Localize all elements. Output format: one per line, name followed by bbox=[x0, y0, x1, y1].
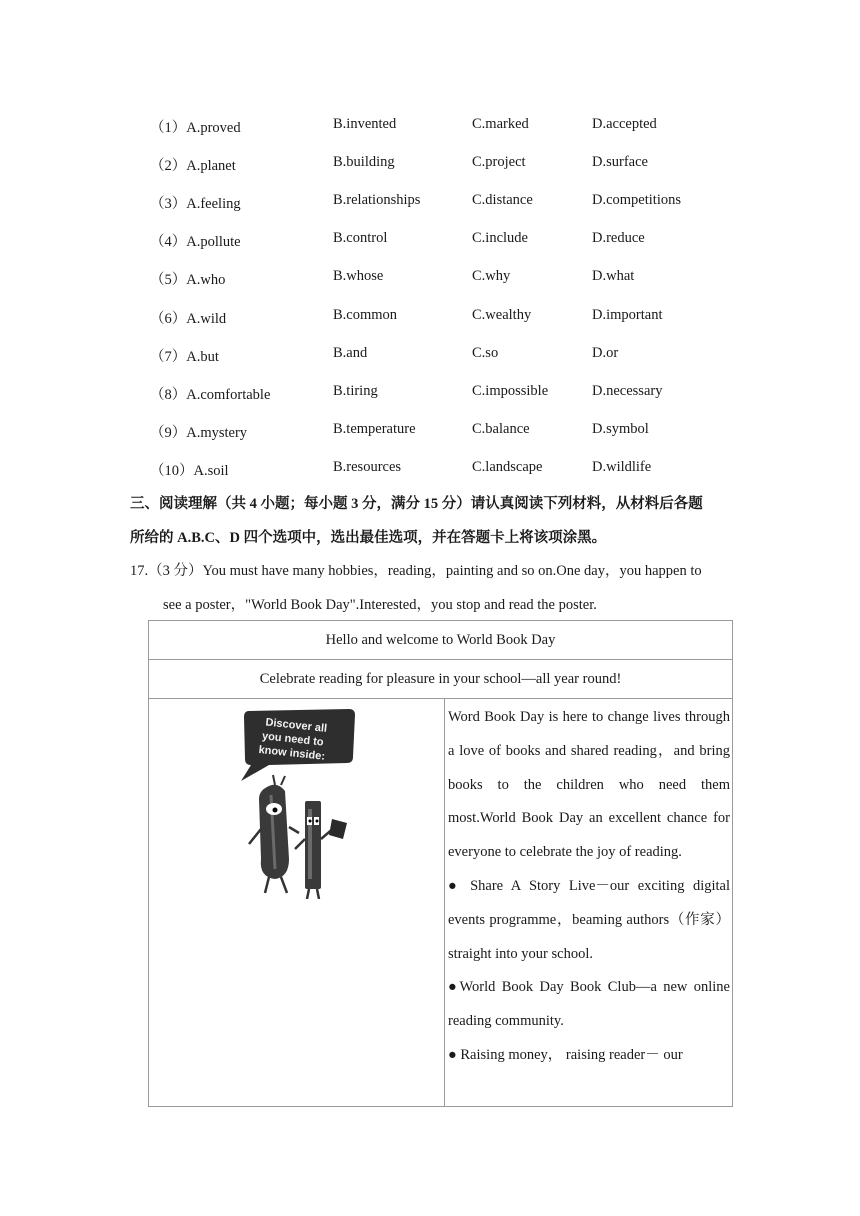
option-a: （6）A.wild bbox=[150, 310, 227, 327]
option-a: （9）A.mystery bbox=[150, 424, 248, 441]
question-intro-line1: 17.（3 分）You must have many hobbies，reading，painting and so on.One day，you happen to bbox=[130, 563, 702, 579]
section-heading bbox=[130, 487, 740, 555]
section-heading-line2: 所给的 A.B.C、D 四个选项中，选出最佳选项，并在答题卡上将该项涂黑。 bbox=[130, 530, 607, 546]
option-row bbox=[0, 192, 860, 216]
option-row bbox=[0, 421, 860, 445]
option-b: B.relationships bbox=[333, 192, 421, 209]
option-row bbox=[0, 307, 860, 331]
question-intro bbox=[130, 554, 730, 622]
option-row bbox=[0, 154, 860, 178]
poster-bullet-2: ●World Book Day Book Club—a new online reading community. bbox=[448, 979, 730, 1030]
option-d: D.important bbox=[592, 306, 663, 323]
question-intro-line2: see a poster，"World Book Day".Interested，you stop and read the poster. bbox=[163, 597, 597, 613]
option-a: （1）A.proved bbox=[150, 120, 241, 136]
option-d: D.symbol bbox=[592, 420, 649, 437]
option-b: B.tiring bbox=[333, 382, 378, 399]
option-d: D.competitions bbox=[592, 192, 682, 209]
option-row bbox=[0, 116, 860, 140]
poster-table bbox=[148, 620, 733, 1107]
book-mascots-illustration bbox=[149, 699, 444, 899]
section-heading-line1: 三、阅读理解（共 4 小题；每小题 3 分，满分 15 分）请认真阅读下列材料，从材料后各题 bbox=[130, 496, 703, 512]
option-a: （5）A.who bbox=[150, 272, 226, 289]
option-b: B.invented bbox=[333, 116, 397, 132]
option-a: （10）A.soil bbox=[150, 462, 229, 479]
option-d: D.surface bbox=[592, 154, 648, 171]
poster-header: Hello and welcome to World Book Day bbox=[149, 621, 733, 660]
bubble-line-1: Discover all bbox=[264, 716, 328, 735]
option-c: C.project bbox=[472, 154, 526, 171]
option-b: B.temperature bbox=[333, 420, 416, 437]
option-a: （7）A.but bbox=[150, 348, 219, 365]
option-c: C.balance bbox=[472, 420, 530, 437]
option-b: B.and bbox=[333, 344, 368, 361]
option-row bbox=[0, 383, 860, 407]
poster-subheader: Celebrate reading for pleasure in your school—all year round! bbox=[149, 660, 733, 699]
option-row bbox=[0, 345, 860, 369]
option-a: （3）A.feeling bbox=[150, 196, 241, 213]
bubble-line-2: you need to bbox=[261, 730, 325, 749]
option-a: （4）A.pollute bbox=[150, 234, 241, 251]
option-b: B.resources bbox=[333, 458, 402, 475]
option-b: B.whose bbox=[333, 268, 384, 285]
option-c: C.impossible bbox=[472, 382, 549, 399]
option-row bbox=[0, 459, 860, 483]
option-c: C.so bbox=[472, 344, 499, 361]
option-d: D.or bbox=[592, 344, 619, 361]
option-c: C.distance bbox=[472, 192, 533, 209]
option-row bbox=[0, 268, 860, 292]
option-c: C.why bbox=[472, 268, 511, 285]
option-d: D.wildlife bbox=[592, 458, 652, 475]
option-b: B.building bbox=[333, 154, 395, 171]
poster-bullet-1: ● Share A Story Live－our exciting digital events programme，beaming authors（作家）straight into your school. bbox=[448, 877, 730, 962]
poster-paragraph-1: Word Book Day is here to change lives through a love of books and shared reading，and bring books to the children who need them most.World Book Day an excellent chance for everyone to celebrate the joy of reading. bbox=[448, 709, 730, 861]
option-d: D.accepted bbox=[592, 116, 657, 132]
option-c: C.marked bbox=[472, 116, 529, 132]
option-c: C.wealthy bbox=[472, 306, 532, 323]
option-d: D.what bbox=[592, 268, 635, 285]
option-b: B.control bbox=[333, 230, 388, 247]
option-b: B.common bbox=[333, 306, 398, 323]
poster-bullet-3: ● Raising money， raising reader－ our bbox=[448, 1046, 683, 1063]
option-a: （2）A.planet bbox=[150, 158, 236, 175]
bubble-line-3: know inside: bbox=[258, 743, 326, 763]
option-c: C.include bbox=[472, 230, 528, 247]
poster-text-cell bbox=[445, 699, 733, 1107]
option-c: C.landscape bbox=[472, 458, 543, 475]
poster-image-cell bbox=[149, 699, 445, 1107]
option-d: D.reduce bbox=[592, 230, 645, 247]
option-d: D.necessary bbox=[592, 382, 663, 399]
option-a: （8）A.comfortable bbox=[150, 386, 271, 403]
option-row bbox=[0, 230, 860, 254]
